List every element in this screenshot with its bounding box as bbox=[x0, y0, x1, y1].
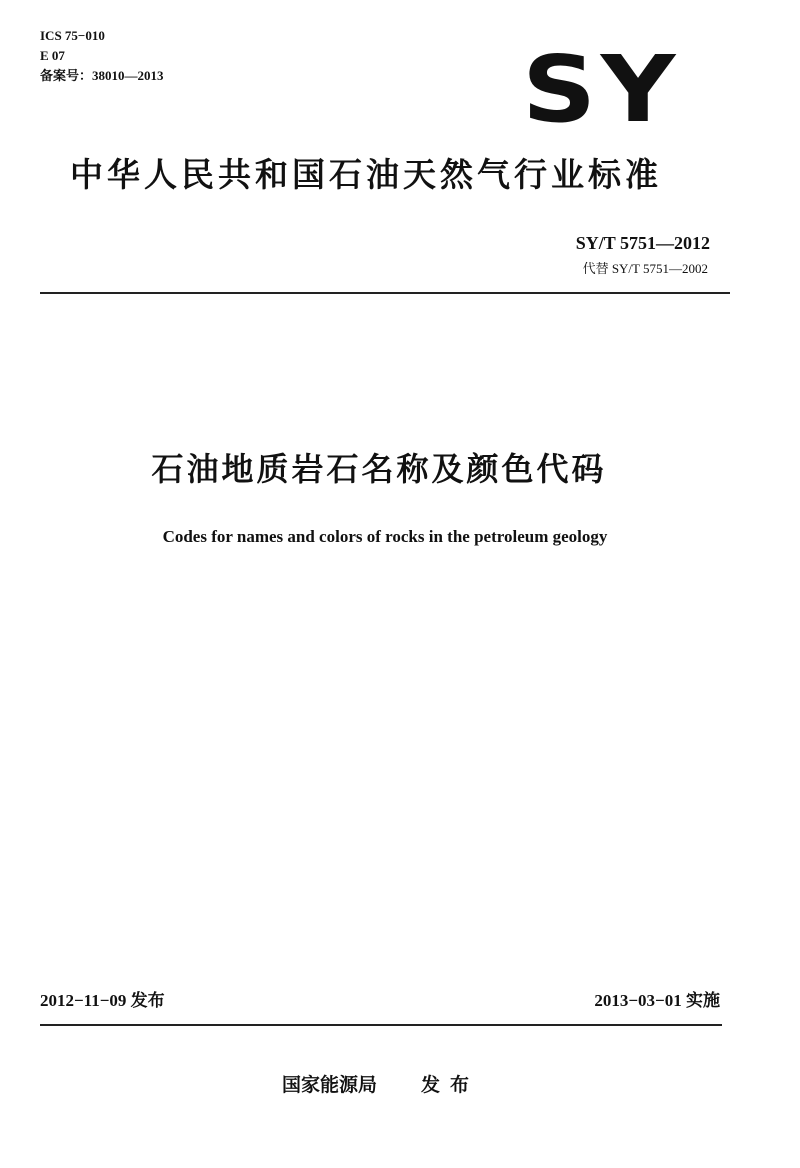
document-title-english: Codes for names and colors of rocks in the petroleum geology bbox=[162, 527, 608, 546]
replaced-standard: 代替 SY/T 5751—2002 bbox=[582, 261, 708, 276]
ics-code: ICS 75−010 bbox=[40, 28, 105, 43]
publisher-name: 国家能源局 bbox=[282, 1074, 378, 1096]
classification-block bbox=[40, 26, 164, 86]
issuing-authority-heading: 中华人民共和国石油天然气行业标准 bbox=[70, 155, 662, 194]
publisher-action: 发布 bbox=[421, 1074, 480, 1096]
implementation-date: 2013−03−01 实施 bbox=[594, 991, 720, 1010]
document-title-chinese: 石油地质岩石名称及颜色代码 bbox=[151, 450, 607, 488]
standard-number: SY/T 5751—2012 bbox=[575, 233, 710, 253]
top-divider bbox=[40, 292, 730, 294]
record-number: 备案号：38010—2013 bbox=[40, 68, 164, 83]
sy-logo: SY bbox=[522, 36, 680, 143]
category-code: E 07 bbox=[40, 48, 65, 63]
publisher-line bbox=[282, 1072, 479, 1098]
bottom-divider bbox=[40, 1024, 722, 1026]
issue-date: 2012−11−09 发布 bbox=[40, 991, 165, 1010]
